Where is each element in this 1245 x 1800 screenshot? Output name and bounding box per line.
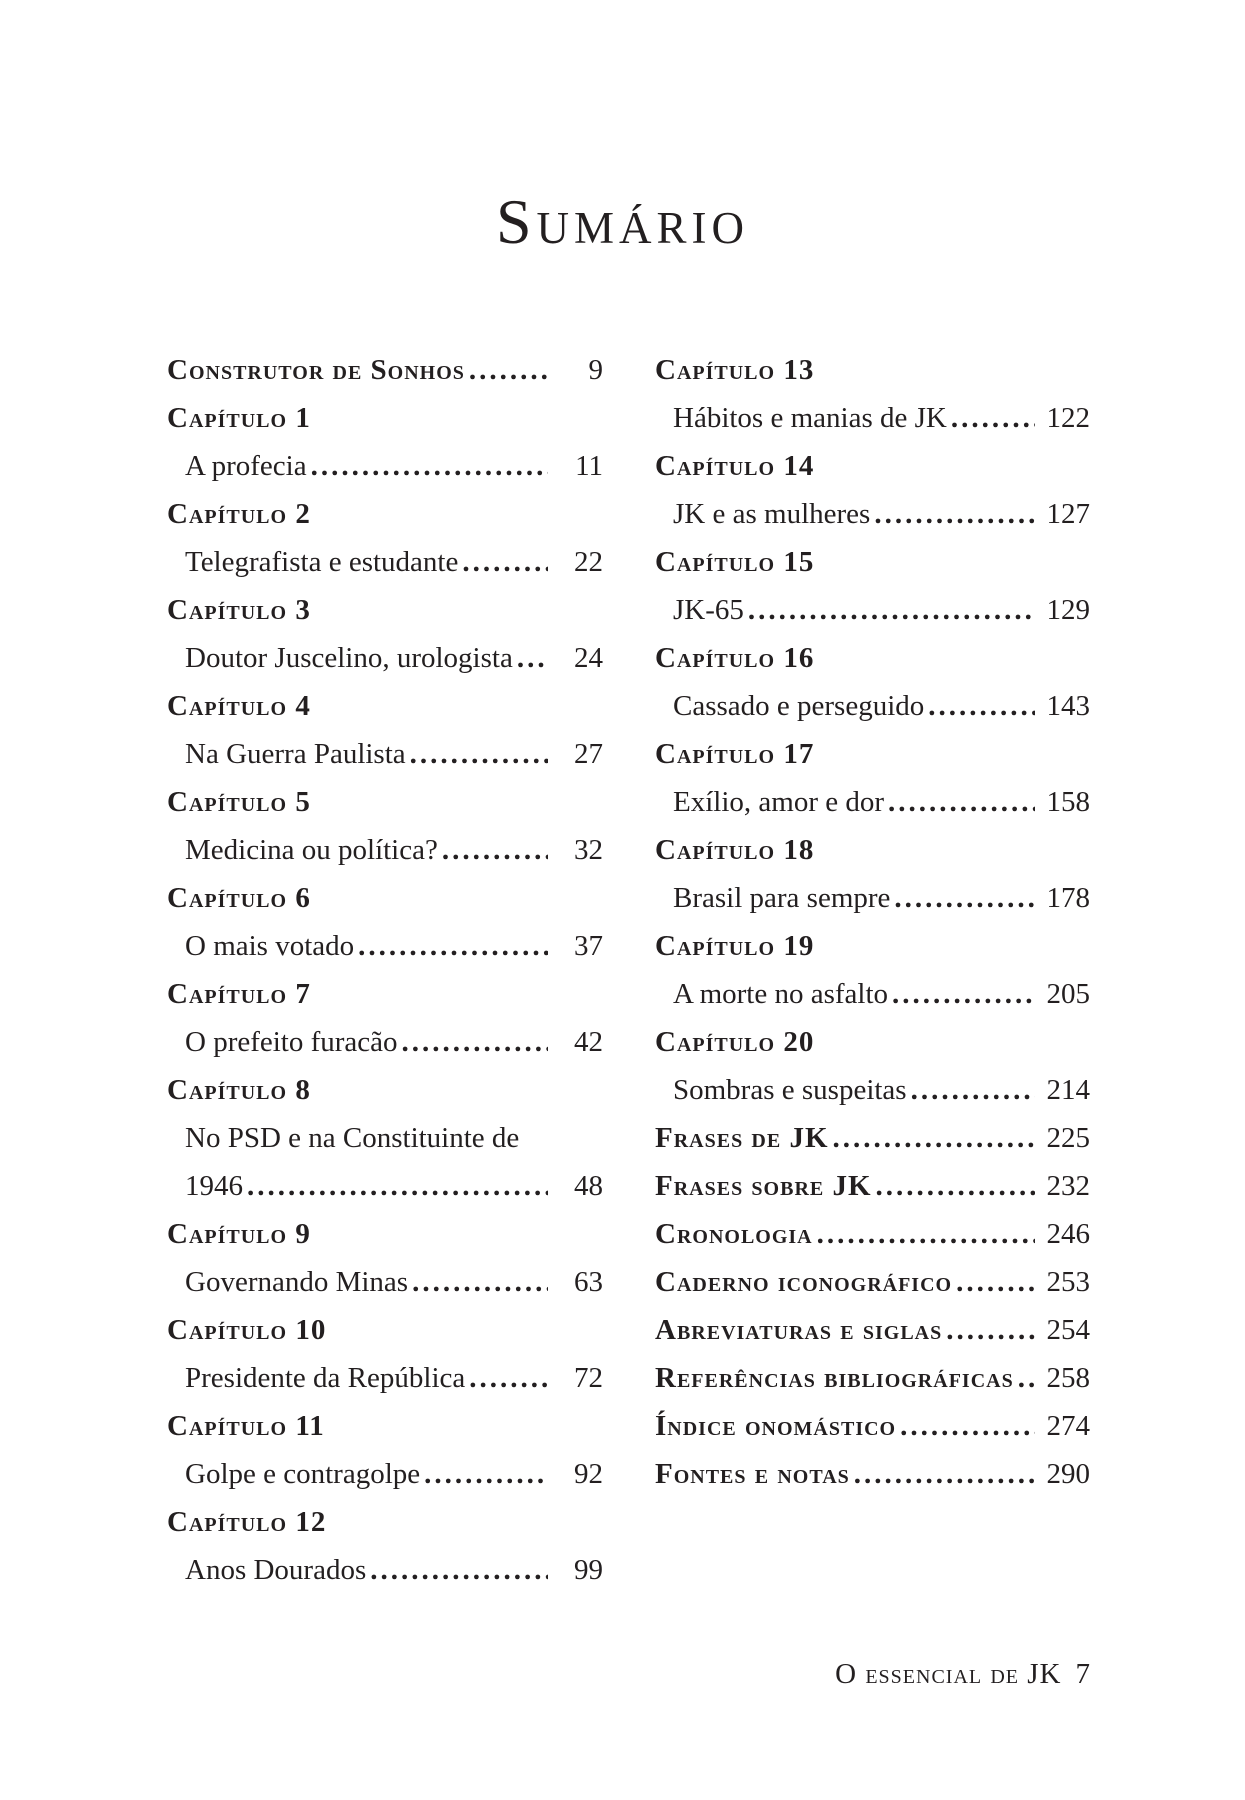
chapter-heading: Capítulo 1	[167, 401, 311, 434]
leader-dots	[951, 402, 1035, 435]
chapter-heading: Capítulo 12	[167, 1505, 327, 1538]
leader-dots	[412, 1266, 548, 1299]
toc-entry[interactable]	[167, 442, 603, 490]
toc-page-number: 214	[1046, 1073, 1090, 1106]
chapter-heading: Capítulo 4	[167, 689, 311, 722]
leader-dots	[833, 1122, 1035, 1155]
toc-entry-label: Frases sobre JK	[655, 1169, 872, 1202]
toc-entry-label: A profecia	[185, 449, 307, 482]
toc-section-entry[interactable]	[655, 1450, 1090, 1498]
toc-page-number: 232	[1046, 1169, 1090, 1202]
leader-dots	[311, 450, 548, 483]
leader-dots	[358, 930, 548, 963]
leader-dots	[874, 498, 1035, 531]
leader-dots	[462, 546, 548, 579]
toc-entry-line2[interactable]	[167, 1162, 603, 1210]
toc-entry[interactable]	[655, 394, 1090, 442]
toc-section-entry[interactable]	[655, 1258, 1090, 1306]
toc-section-entry[interactable]	[655, 1210, 1090, 1258]
toc-page-number: 37	[574, 929, 603, 962]
toc-entry[interactable]	[167, 1018, 603, 1066]
page-number: 7	[1075, 1658, 1091, 1690]
leader-dots	[1018, 1362, 1035, 1395]
toc-page-number: 225	[1046, 1121, 1090, 1154]
chapter-heading: Capítulo 11	[167, 1409, 325, 1442]
toc-left-column	[167, 346, 603, 1594]
toc-page-number: 127	[1046, 497, 1090, 530]
leader-dots	[892, 978, 1035, 1011]
leader-dots	[410, 738, 548, 771]
toc-entry[interactable]	[167, 1546, 603, 1594]
toc-entry-label: O mais votado	[185, 929, 355, 962]
toc-page-number: 24	[574, 641, 603, 674]
toc-entry-label: Construtor de Sonhos	[167, 353, 465, 386]
chapter-heading: Capítulo 3	[167, 593, 311, 626]
toc-entry[interactable]	[655, 586, 1090, 634]
toc-page-number: 9	[588, 353, 603, 386]
chapter-heading: Capítulo 15	[655, 545, 815, 578]
toc-page-number: 129	[1046, 593, 1090, 626]
page-title: Sumário	[495, 186, 750, 257]
chapter-heading: Capítulo 5	[167, 785, 311, 818]
leader-dots	[469, 1362, 548, 1395]
toc-entry-label: Frases de JK	[655, 1121, 829, 1154]
leader-dots	[876, 1170, 1035, 1203]
toc-entry-label: Governando Minas	[185, 1265, 409, 1298]
toc-entry[interactable]	[167, 922, 603, 970]
toc-page-number: 48	[574, 1169, 603, 1202]
leader-dots	[402, 1026, 548, 1059]
chapter-heading: Capítulo 2	[167, 497, 311, 530]
leader-dots	[442, 834, 548, 867]
toc-entry-label: Medicina ou política?	[185, 833, 438, 866]
toc-page-number: 205	[1046, 977, 1090, 1010]
chapter-heading: Capítulo 9	[167, 1217, 311, 1250]
toc-entry[interactable]	[655, 874, 1090, 922]
leader-dots	[247, 1170, 548, 1203]
chapter-heading: Capítulo 14	[655, 449, 815, 482]
leader-dots	[370, 1554, 548, 1587]
toc-entry-label: A morte no asfalto	[673, 977, 889, 1010]
toc-entry-label: Hábitos e manias de JK	[673, 401, 947, 434]
running-footer	[835, 1658, 1091, 1691]
toc-entry-label: Cassado e perseguido	[673, 689, 925, 722]
toc-entry[interactable]	[655, 970, 1090, 1018]
toc-entry-label: No PSD e na Constituinte de	[185, 1121, 520, 1154]
toc-entry-label: Golpe e contragolpe	[185, 1457, 421, 1490]
chapter-heading: Capítulo 7	[167, 977, 311, 1010]
chapter-heading: Capítulo 13	[655, 353, 815, 386]
leader-dots	[894, 882, 1035, 915]
toc-entry[interactable]	[655, 778, 1090, 826]
leader-dots	[911, 1074, 1035, 1107]
leader-dots	[946, 1314, 1035, 1347]
toc-page-number: 143	[1046, 689, 1090, 722]
toc-page-number: 32	[574, 833, 603, 866]
toc-entry-label: Presidente da República	[185, 1361, 466, 1394]
chapter-heading: Capítulo 17	[655, 737, 815, 770]
toc-page-number: 27	[574, 737, 603, 770]
toc-entry-label: Brasil para sempre	[673, 881, 891, 914]
toc-page-number: 253	[1046, 1265, 1090, 1298]
toc-entry-line1[interactable]	[167, 1114, 603, 1162]
toc-entry[interactable]	[167, 1450, 603, 1498]
toc-entry-label: Na Guerra Paulista	[185, 737, 406, 770]
toc-section-entry[interactable]	[655, 1306, 1090, 1354]
toc-entry-label: Telegrafista e estudante	[185, 545, 459, 578]
toc-entry[interactable]	[167, 730, 603, 778]
toc-entry[interactable]	[655, 1066, 1090, 1114]
toc-entry-label: Anos Dourados	[185, 1553, 367, 1586]
toc-entry[interactable]	[167, 826, 603, 874]
toc-entry-label: Exílio, amor e dor	[673, 785, 885, 818]
toc-right-column	[655, 346, 1090, 1498]
book-title: O essencial de JK	[835, 1658, 1062, 1690]
chapter-heading: Capítulo 6	[167, 881, 311, 914]
leader-dots	[888, 786, 1035, 819]
toc-entry-label: Abreviaturas e siglas	[655, 1313, 943, 1346]
toc-page-number: 258	[1046, 1361, 1090, 1394]
leader-dots	[817, 1218, 1035, 1251]
chapter-heading: Capítulo 10	[167, 1313, 327, 1346]
toc-page-number: 42	[574, 1025, 603, 1058]
leader-dots	[517, 642, 548, 675]
toc-section-entry[interactable]	[655, 1354, 1090, 1402]
toc-page-number: 99	[574, 1553, 603, 1586]
leader-dots	[854, 1458, 1035, 1491]
toc-page-number: 254	[1046, 1313, 1090, 1346]
toc-page-number: 158	[1046, 785, 1090, 818]
toc-entry-label: JK e as mulheres	[673, 497, 871, 530]
toc-page-number: 290	[1046, 1457, 1090, 1490]
toc-page-number: 274	[1046, 1409, 1090, 1442]
chapter-heading: Capítulo 16	[655, 641, 815, 674]
leader-dots	[928, 690, 1035, 723]
toc-entry-label: 1946	[185, 1169, 243, 1202]
chapter-heading: Capítulo 19	[655, 929, 815, 962]
toc-entry[interactable]	[167, 1258, 603, 1306]
toc-page-number: 11	[575, 449, 603, 482]
toc-page-number: 22	[574, 545, 603, 578]
toc-entry-label: Fontes e notas	[655, 1457, 850, 1490]
toc-section-entry[interactable]	[655, 1402, 1090, 1450]
toc-page-number: 122	[1046, 401, 1090, 434]
toc-entry[interactable]	[167, 634, 603, 682]
leader-dots	[956, 1266, 1035, 1299]
toc-entry[interactable]	[655, 490, 1090, 538]
toc-entry-label: Doutor Juscelino, urologista	[185, 641, 513, 674]
leader-dots	[748, 594, 1035, 627]
toc-entry-label: O prefeito furacão	[185, 1025, 398, 1058]
toc-page-number: 92	[574, 1457, 603, 1490]
leader-dots	[900, 1410, 1035, 1443]
toc-entry[interactable]	[655, 682, 1090, 730]
chapter-heading: Capítulo 8	[167, 1073, 311, 1106]
toc-page-number: 178	[1046, 881, 1090, 914]
leader-dots	[424, 1458, 548, 1491]
toc-page-number: 246	[1046, 1217, 1090, 1250]
toc-entry-label: Índice onomástico	[655, 1409, 897, 1442]
chapter-heading: Capítulo 20	[655, 1025, 815, 1058]
toc-entry-label: JK-65	[673, 593, 744, 626]
toc-entry-label: Cronologia	[655, 1217, 813, 1250]
toc-entry-label: Caderno iconográfico	[655, 1265, 953, 1298]
toc-page-number: 63	[574, 1265, 603, 1298]
toc-section-entry[interactable]	[655, 1114, 1090, 1162]
toc-entry[interactable]	[167, 1354, 603, 1402]
toc-entry-intro[interactable]	[167, 346, 603, 394]
chapter-heading: Capítulo 18	[655, 833, 815, 866]
toc-entry[interactable]	[167, 538, 603, 586]
toc-entry-label: Referências bibliográficas	[655, 1361, 1014, 1394]
leader-dots	[469, 354, 548, 387]
toc-section-entry[interactable]	[655, 1162, 1090, 1210]
toc-page-number: 72	[574, 1361, 603, 1394]
toc-entry-label: Sombras e suspeitas	[673, 1073, 907, 1106]
